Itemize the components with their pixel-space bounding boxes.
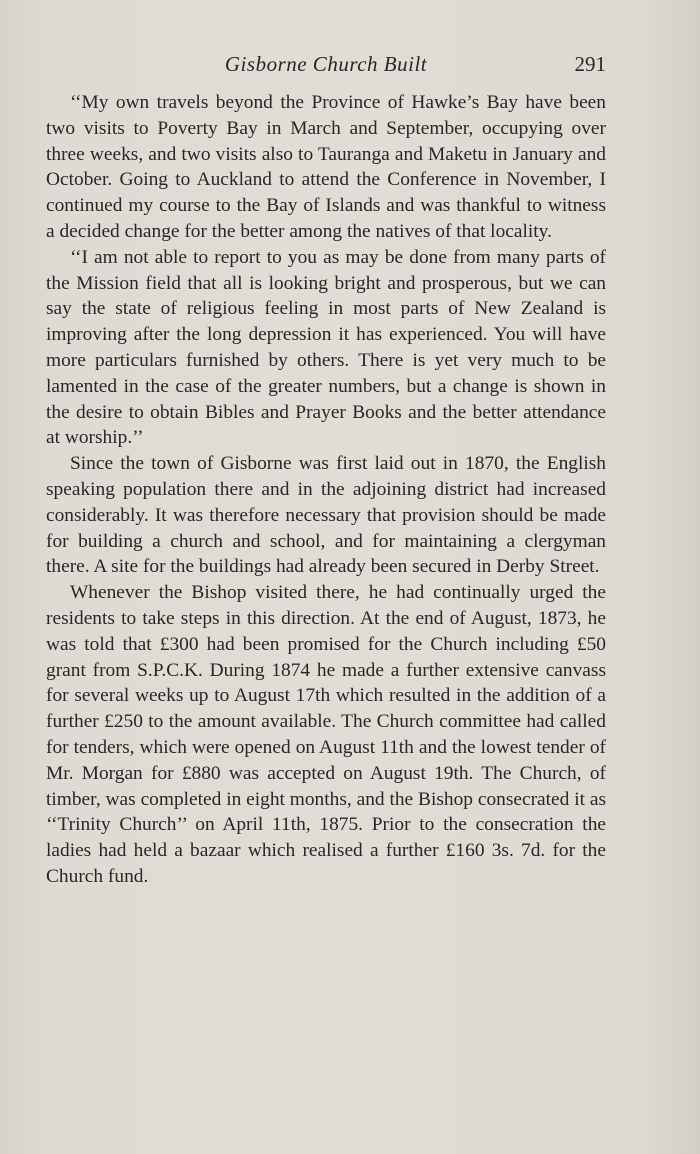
body-text [46,90,606,890]
running-title: Gisborne Church Built [224,52,428,76]
page-number: 291 [574,52,606,76]
paragraph: Since the town of Gisborne was first laid out in 1870, the English speaking population there and in the adjoining district had increased considerably. It was therefore necessary that provision should be made for building a church and school, and for maintaining a clergyman there. A site for the buildings had already been secured in Derby Street. [46,453,606,578]
paragraph: ‘‘I am not able to report to you as may be done from many parts of the Mission field that all is looking bright and prosperous, but we can say the state of religious feeling in most parts of New Zealand is improving after the long depression it has experienced. You will have more particulars furnished by others. There is yet very much to be lamented in the case of the greater numbers, but a change is shown in the desire to obtain Bibles and Prayer Books and the better attendance at worship.’’ [46,246,606,449]
paragraph: ‘‘My own travels beyond the Province of Hawke’s Bay have been two visits to Poverty Bay in March and September, occupying over three weeks, and two visits also to Tauranga and Maketu in January and October. Going to Auckland to attend the Conference in November, I continued my course to the Bay of Islands and was thankful to witness a decided change for the better among the natives of that locality. [46,92,606,242]
running-head [46,52,606,82]
paragraph: Whenever the Bishop visited there, he had continually urged the residents to take steps in this direction. At the end of August, 1873, he was told that £300 had been promised for the Church including £50 grant from S.P.C.K. During 1874 he made a further extensive canvass for several weeks up to August 17th which resulted in the addition of a further £250 to the amount available. The Church committee had called for tenders, which were opened on August 11th and the lowest tender of Mr. Morgan for £880 was accepted on August 19th. The Church, of timber, was completed in eight months, and the Bishop consecrated it as ‘‘Trinity Church’’ on April 11th, 1875. Prior to the consecration the ladies had held a bazaar which realised a further £160 3s. 7d. for the Church fund. [46,582,606,887]
